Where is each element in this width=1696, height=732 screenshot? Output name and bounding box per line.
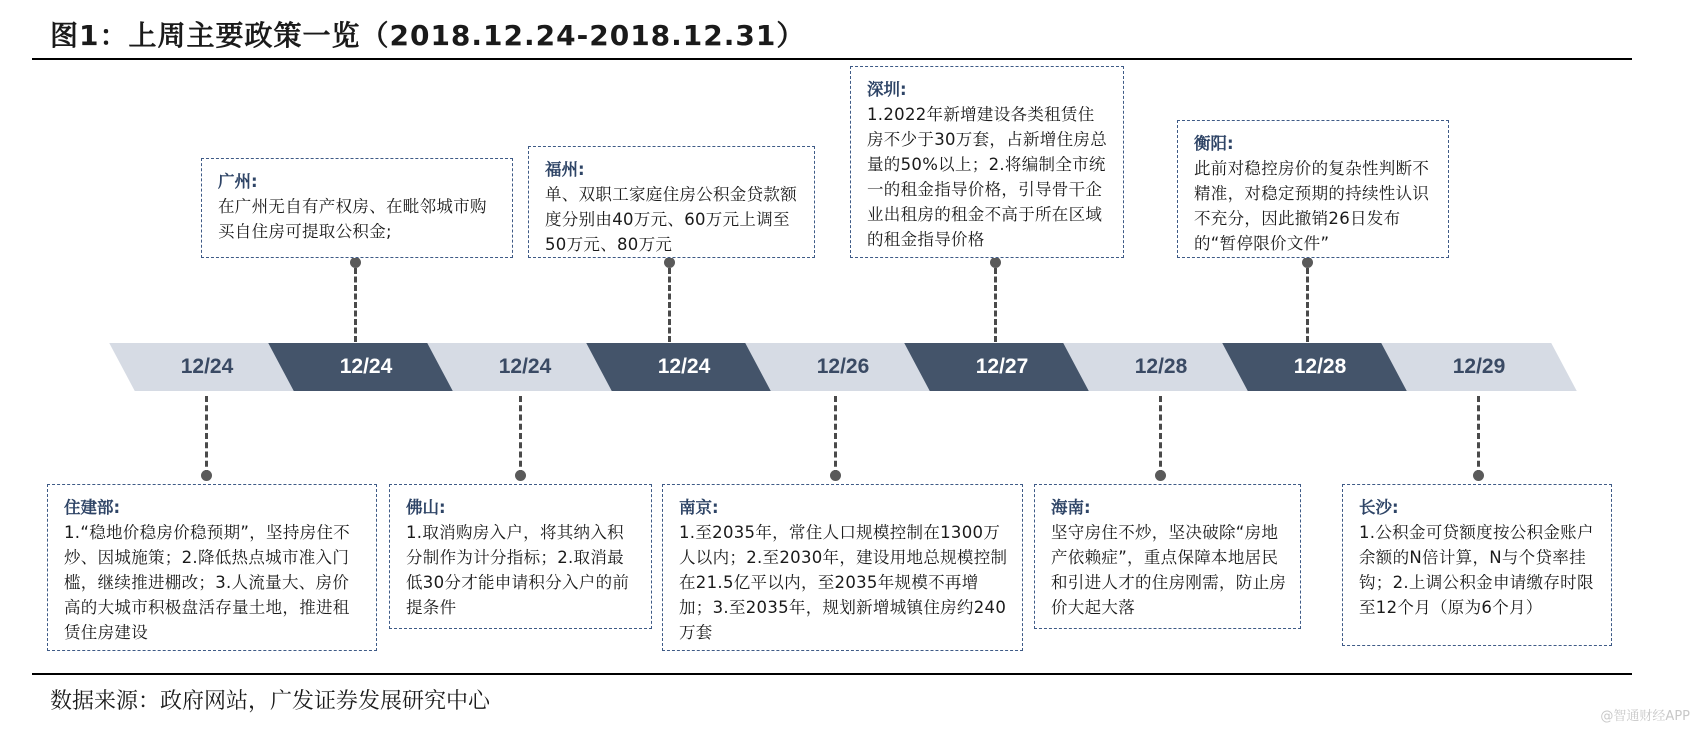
event-text: 在广州无自有产权房、在毗邻城市购买自住房可提取公积金; (218, 197, 487, 241)
timeline-date: 12/26 (758, 343, 928, 391)
connector-line (205, 396, 208, 476)
connector-line (519, 396, 522, 476)
timeline-date: 12/24 (440, 343, 610, 391)
event-box-nanjing (662, 484, 1023, 651)
connector-dot (664, 257, 675, 268)
watermark: @智通财经APP (1600, 709, 1690, 724)
connector-dot (1155, 470, 1166, 481)
event-box-guangzhou (201, 158, 513, 258)
event-city: 住建部: (64, 498, 121, 517)
event-box-shenzhen (850, 66, 1124, 258)
event-city: 长沙: (1359, 498, 1399, 517)
timeline-date: 12/24 (281, 343, 451, 391)
connector-dot (201, 470, 212, 481)
connector-line (994, 268, 997, 342)
top-rule (32, 58, 1632, 60)
connector-dot (1302, 257, 1313, 268)
event-box-foshan (389, 484, 652, 629)
event-box-mohurd (47, 484, 377, 651)
event-text: 1.2022年新增建设各类租赁住房不少于30万套，占新增住房总量的50%以上；2.将编制全市统一的租金指导价格，引导骨干企业出租房的租金不高于所在区域的租金指导价格 (867, 105, 1107, 249)
event-box-fuzhou (528, 146, 815, 258)
event-text: 1.取消购房入户，将其纳入积分制作为计分指标；2.取消最低30分才能申请积分入户的前提条件 (406, 523, 630, 617)
bottom-rule (32, 673, 1632, 675)
event-text: 1.公积金可贷额度按公积金账户余额的N倍计算，N与个贷率挂钩；2.上调公积金申请缴存时限至12个月（原为6个月） (1359, 523, 1594, 617)
connector-dot (515, 470, 526, 481)
event-box-hainan (1034, 484, 1301, 629)
event-city: 深圳: (867, 80, 907, 99)
event-text: 坚守房住不炒，坚决破除“房地产依赖症”，重点保障本地居民和引进人才的住房刚需，防止房价大起大落 (1051, 523, 1287, 617)
figure-title: 图1：上周主要政策一览（2018.12.24-2018.12.31） (50, 19, 806, 52)
connector-line (834, 396, 837, 476)
event-text: 此前对稳控房价的复杂性判断不精准，对稳定预期的持续性认识不充分，因此撤销26日发布的“暂停限价文件” (1194, 159, 1430, 253)
event-text: 单、双职工家庭住房公积金贷款额度分别由40万元、60万元上调至50万元、80万元 (545, 185, 797, 254)
timeline-date: 12/28 (1235, 343, 1405, 391)
connector-dot (350, 257, 361, 268)
timeline-date: 12/29 (1394, 343, 1564, 391)
connector-dot (830, 470, 841, 481)
event-text: 1.“稳地价稳房价稳预期”，坚持房住不炒、因城施策；2.降低热点城市准入门槛，继续推进棚改；3.人流量大、房价高的大城市积极盘活存量土地，推进租赁住房建设 (64, 523, 351, 642)
connector-dot (990, 257, 1001, 268)
timeline-date: 12/24 (599, 343, 769, 391)
connector-line (668, 268, 671, 342)
connector-line (1477, 396, 1480, 476)
event-text: 1.至2035年，常住人口规模控制在1300万人以内；2.至2030年，建设用地总规模控制在21.5亿平以内，至2035年规模不再增加；3.至2035年，规划新增城镇住房约240万套 (679, 523, 1008, 642)
connector-line (1159, 396, 1162, 476)
timeline-date: 12/24 (122, 343, 292, 391)
timeline-date: 12/28 (1076, 343, 1246, 391)
connector-dot (1473, 470, 1484, 481)
event-city: 衡阳: (1194, 134, 1234, 153)
event-city: 福州: (545, 160, 585, 179)
event-box-changsha (1342, 484, 1612, 646)
event-city: 广州: (218, 172, 258, 191)
timeline-date: 12/27 (917, 343, 1087, 391)
event-city: 南京: (679, 498, 719, 517)
event-city: 佛山: (406, 498, 446, 517)
event-city: 海南: (1051, 498, 1091, 517)
data-source-note: 数据来源：政府网站，广发证券发展研究中心 (50, 689, 491, 714)
event-box-hengyang (1177, 120, 1449, 258)
connector-line (1306, 268, 1309, 342)
connector-line (354, 268, 357, 342)
